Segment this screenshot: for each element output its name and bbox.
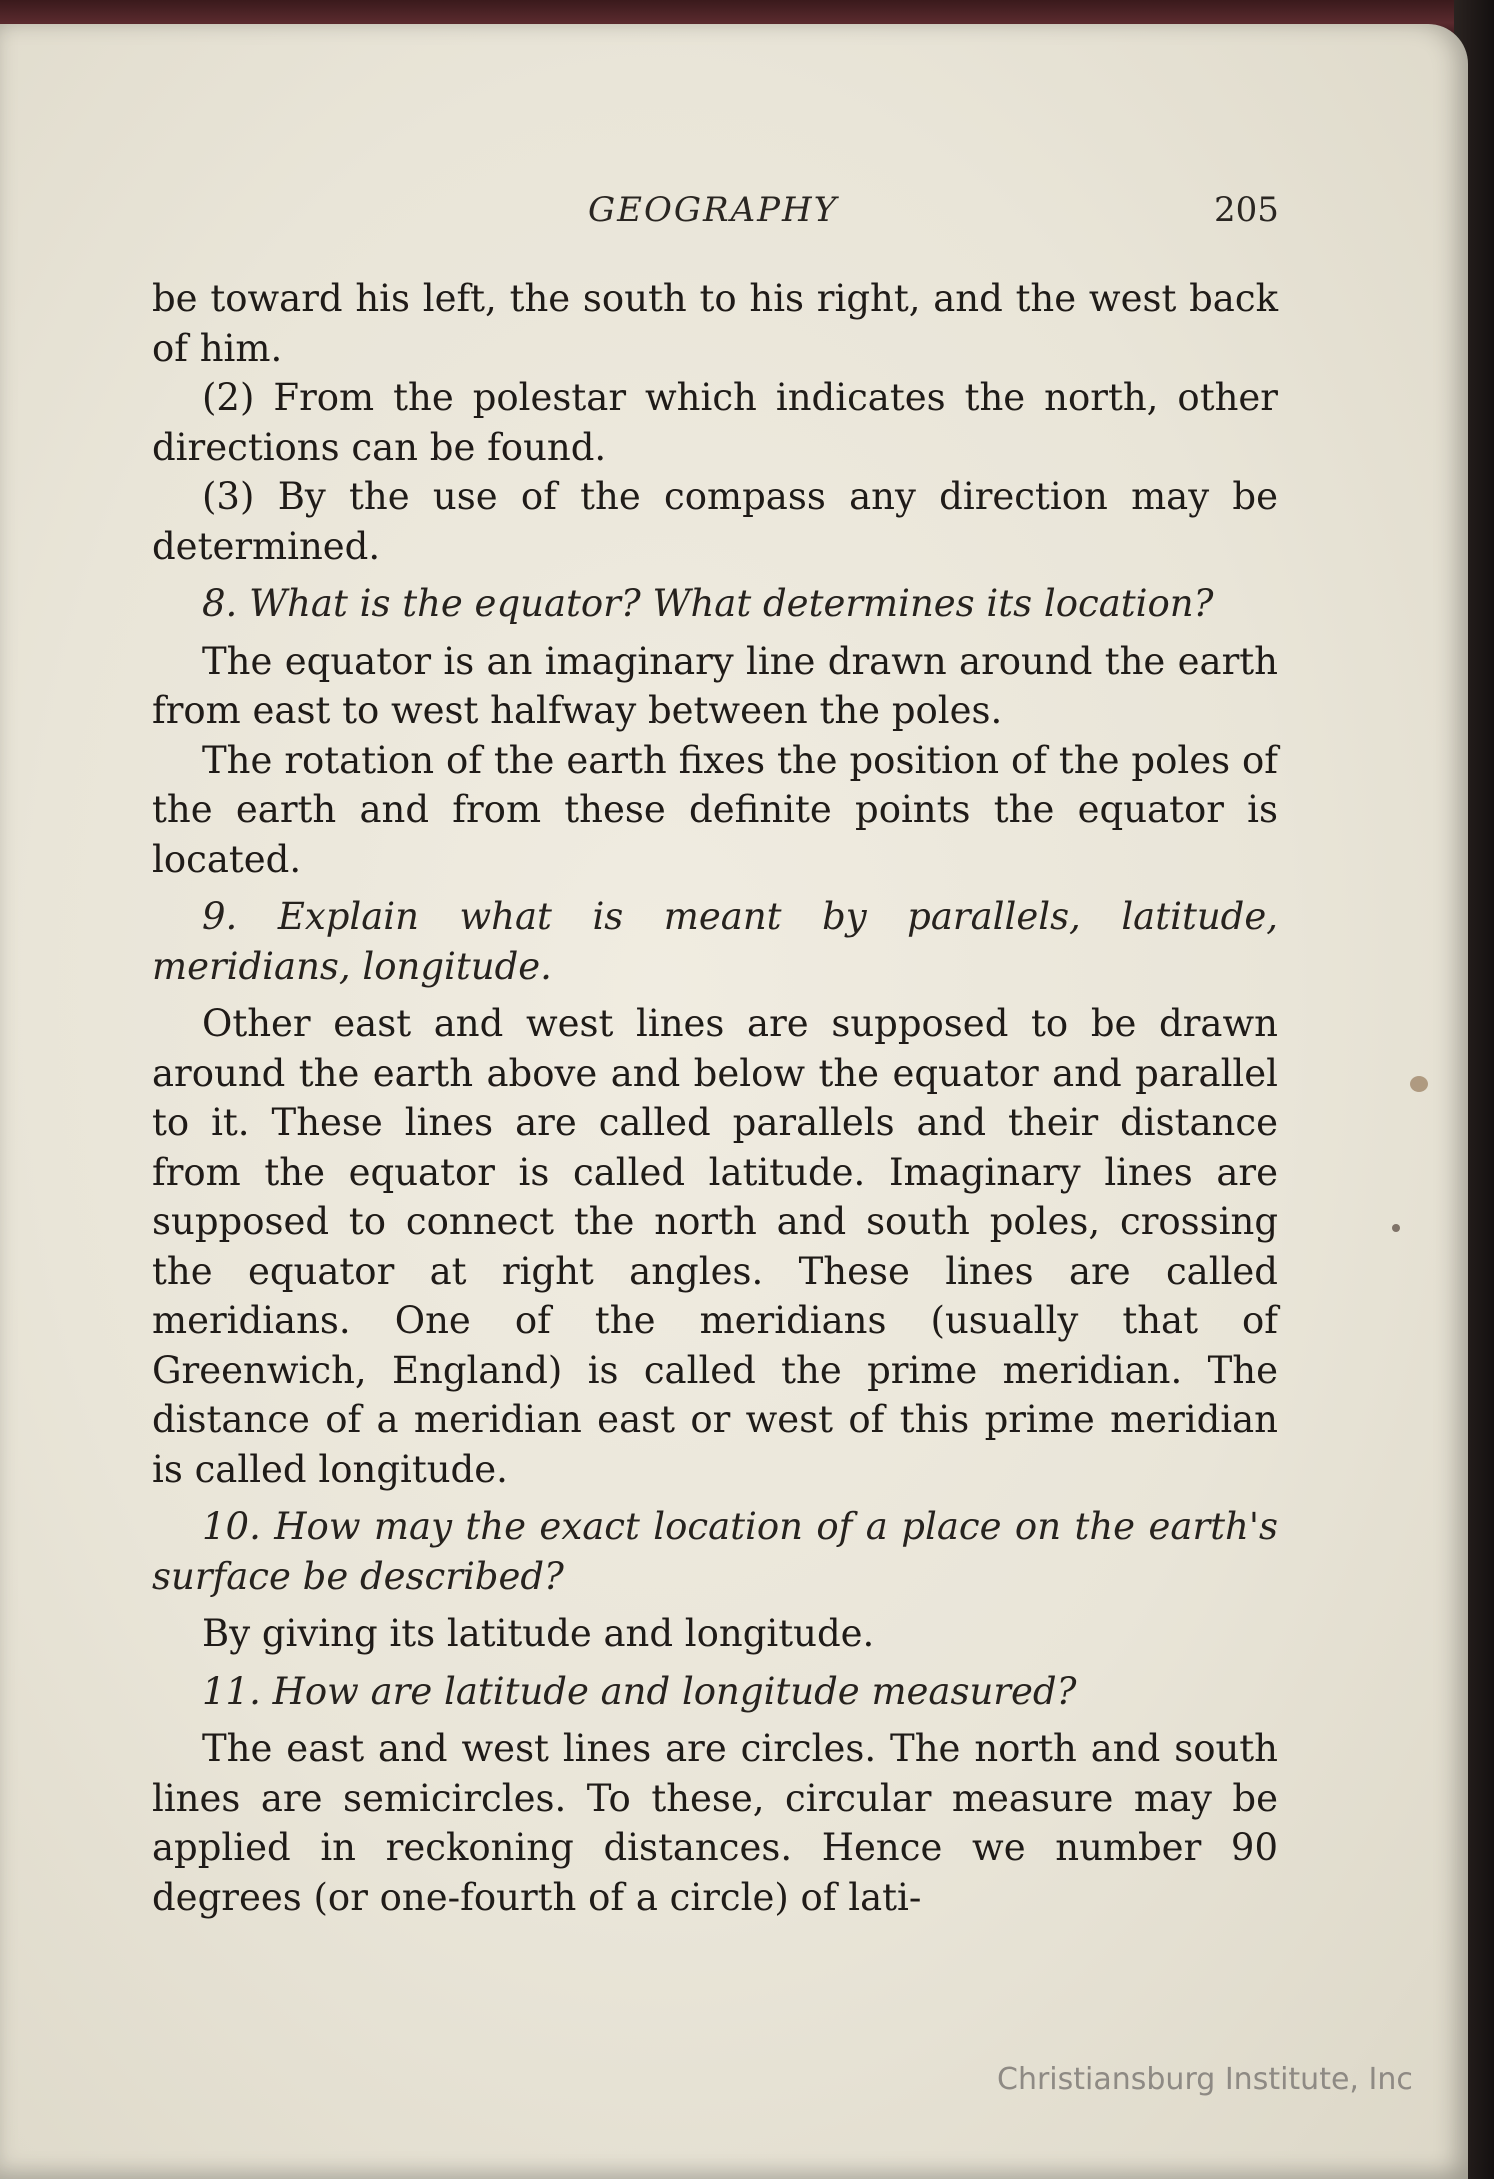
paragraph: The east and west lines are circles. The north and south lines are semicircles. To these, circular measure may be applied in reckoning distances. Hence we number 90 degrees (or one-fourth of a circle) of lati-: [152, 1727, 1278, 1919]
question-8: 8. What is the equator? What determines its location?: [202, 582, 1214, 625]
paragraph: The rotation of the earth fixes the position of the poles of the earth and from these definite points the equator is located.: [152, 738, 1278, 881]
question-11: 11. How are latitude and longitude measured?: [202, 1669, 1077, 1713]
page-number: 205: [1214, 190, 1279, 230]
page-stain: [1392, 1224, 1400, 1232]
question-10: 10. How may the exact location of a place on the earth's surface be described?: [152, 1505, 1278, 1598]
watermark: Christiansburg Institute, Inc: [997, 2062, 1413, 2097]
paragraph: Other east and west lines are supposed to be drawn around the earth above and below the equator and parallel to it. These lines are called parallels and their distance from the equator is called latitude. Imaginary lines are supposed to connect the north and south poles, crossing the equator at right angles. These lines are called meridians. One of the meridians (usually that of Greenwich, England) is called the prime meridian. The distance of a meridian east or west of this prime meridian is called longitude.: [152, 1002, 1278, 1491]
paragraph: (3) By the use of the compass any direction may be determined.: [152, 475, 1278, 568]
page-body: [152, 274, 1278, 1922]
book-page: [0, 24, 1468, 2179]
paragraph: (2) From the polestar which indicates the north, other directions can be found.: [152, 376, 1278, 469]
question-9: 9. Explain what is meant by parallels, latitude, meridians, longitude.: [152, 895, 1278, 988]
paragraph: By giving its latitude and longitude.: [202, 1612, 875, 1655]
paragraph: be toward his left, the south to his right, and the west back of him.: [152, 277, 1278, 370]
running-header: GEOGRAPHY: [588, 190, 839, 230]
page-stain: [1410, 1076, 1428, 1092]
paragraph: The equator is an imaginary line drawn around the earth from east to west halfway between the poles.: [152, 639, 1278, 732]
